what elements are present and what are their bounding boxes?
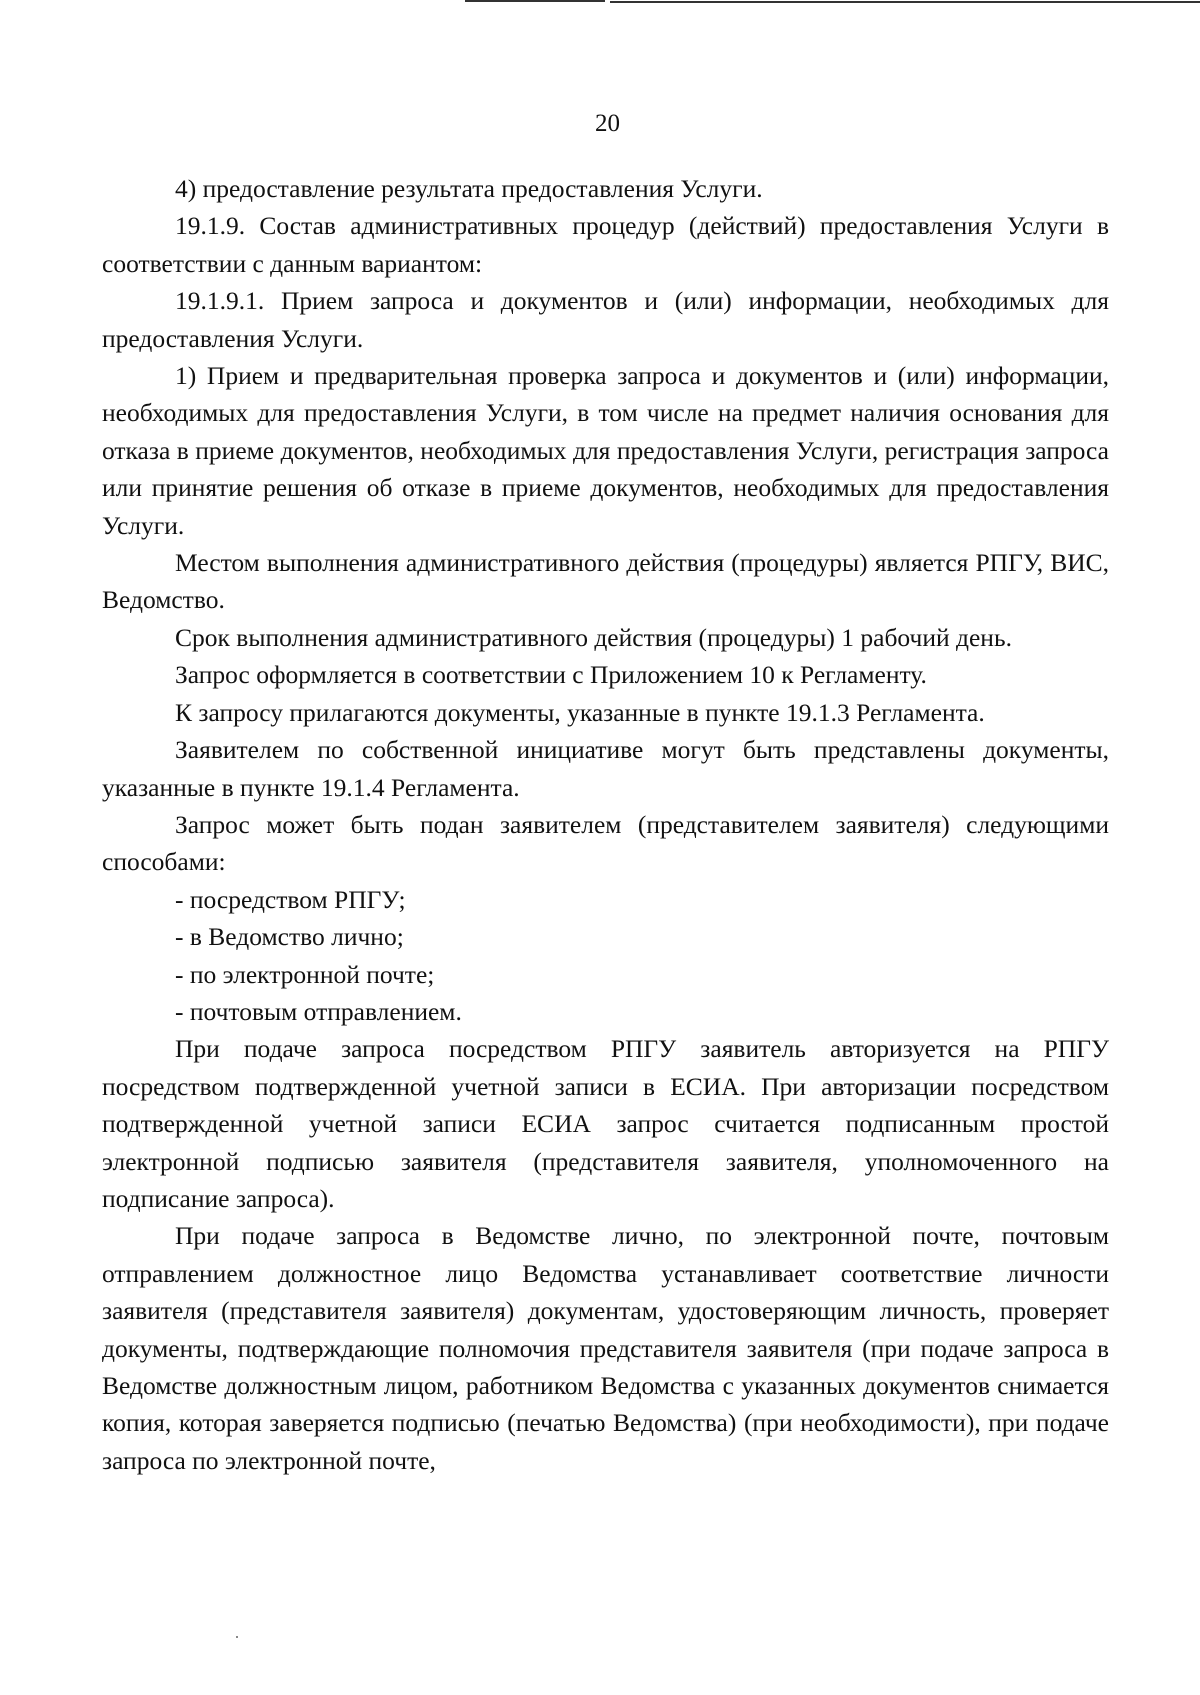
list-item-post: - почтовым отправлением. — [175, 996, 462, 1026]
paragraph-in-person-submission: При подаче запроса в Ведомстве лично, по электронной почте, почтовым отправлением должностное лицо Ведомства устанавливает соответствие личности заявителя (представителя заявителя) документам, удостоверяющим личность, проверяет документы, подтверждающие полномочия представителя заявителя (при подаче запроса в Ведомстве должностным лицом, работником Ведомства с указанных документов снимается копия, которая заверяется подписью (печатью Ведомства) (при необходимости), при подаче запроса по электронной почте, — [102, 1221, 1109, 1475]
paragraph-procedure-composition: 19.1.9. Состав административных процедур (действий) предоставления Услуги в соответствии с данным вариантом: — [102, 211, 1109, 278]
page-number: 20 — [595, 110, 620, 137]
scan-edge-line — [610, 1, 1200, 3]
paragraph-preliminary-check: 1) Прием и предварительная проверка запроса и документов и (или) информации, необходимых для предоставления Услуги, в том числе на предмет наличия основания для отказа в приеме документов, необходимых для предоставления Услуги, регистрация запроса или принятие решения об отказе в приеме документов, необходимых для предоставления Услуги. — [102, 361, 1109, 540]
document-body — [102, 170, 1109, 1479]
scan-speck — [236, 1636, 238, 1638]
paragraph-result-provision: 4) предоставление результата предоставления Услуги. — [175, 174, 763, 203]
list-item-email: - по электронной почте; — [175, 959, 435, 989]
paragraph-submission-methods: Запрос может быть подан заявителем (представителем заявителя) следующими способами: — [102, 809, 1109, 877]
paragraph-attached-documents: К запросу прилагаются документы, указанные в пункте 19.1.3 Регламента. — [175, 697, 985, 727]
list-item-rpgu: - посредством РПГУ; — [175, 884, 406, 914]
scan-edge-line — [465, 0, 605, 2]
paragraph-optional-documents: Заявителем по собственной инициативе могут быть представлены документы, указанные в пункте 19.1.4 Регламента. — [102, 735, 1109, 802]
paragraph-request-reception: 19.1.9.1. Прием запроса и документов и (или) информации, необходимых для предоставления Услуги. — [102, 286, 1109, 353]
paragraph-rpgu-authorization: При подаче запроса посредством РПГУ заявитель авторизуется на РПГУ посредством подтвержденной учетной записи в ЕСИА. При авторизации посредством подтвержденной учетной записи ЕСИА запрос считается подписанным простой электронной подписью заявителя (представителя заявителя, уполномоченного на подписание запроса). — [102, 1034, 1109, 1213]
paragraph-execution-term: Срок выполнения административного действия (процедуры) 1 рабочий день. — [175, 622, 1012, 652]
list-item-in-person: - в Ведомство лично; — [175, 922, 404, 952]
paragraph-request-format: Запрос оформляется в соответствии с Приложением 10 к Регламенту. — [175, 660, 927, 690]
paragraph-place-of-execution: Местом выполнения административного действия (процедуры) является РПГУ, ВИС, Ведомство. — [102, 548, 1109, 615]
